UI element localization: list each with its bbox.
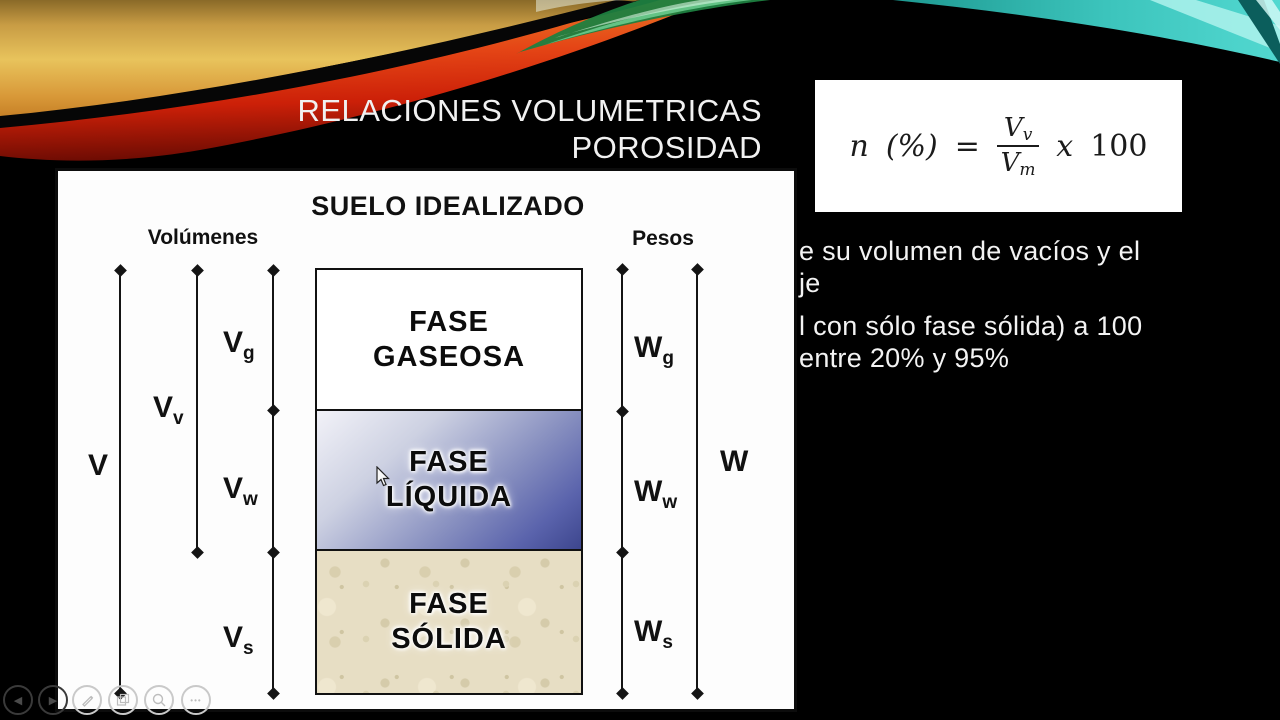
formula-equals: = <box>954 128 980 164</box>
phase-weights-line <box>621 269 623 693</box>
liquid-phase-box: FASE LÍQUIDA <box>317 409 581 549</box>
gas-phase-box: FASE GASEOSA <box>372 305 526 373</box>
line-end-marker <box>616 263 629 276</box>
formula-variable: n <box>849 128 869 164</box>
total-weight-line <box>696 269 698 693</box>
previous-slide-button[interactable] <box>3 685 33 715</box>
pen-tool-button[interactable] <box>72 685 102 715</box>
line-end-marker <box>691 687 704 700</box>
phase-stack <box>315 268 583 695</box>
slide-title <box>240 92 762 166</box>
formula-denominator: $V_m$ <box>1000 148 1036 180</box>
soil-phase-diagram <box>55 168 797 712</box>
show-slides-button[interactable] <box>108 685 138 715</box>
line-end-marker <box>616 546 629 559</box>
next-arrow-icon: ▶ <box>48 694 58 707</box>
label-gas-weight: $W_g$ <box>634 331 674 369</box>
line-end-marker <box>267 687 280 700</box>
volumes-header: Volúmenes <box>147 226 259 249</box>
zoom-button[interactable] <box>144 685 174 715</box>
line-end-marker <box>616 405 629 418</box>
label-voids-volume: $V_v$ <box>153 391 184 429</box>
previous-arrow-icon: ◀ <box>13 694 23 707</box>
label-water-volume: $V_w$ <box>223 472 258 510</box>
weights-header: Pesos <box>632 227 694 250</box>
body-text-fragment-2: je <box>799 268 821 298</box>
slides-icon <box>115 692 131 708</box>
mouse-cursor-icon <box>376 466 390 487</box>
body-text-fragment-3: l con sólo fase sólida) a 100 <box>799 311 1143 341</box>
formula-multiply: x <box>1056 128 1074 164</box>
label-total-volume: V <box>88 449 109 482</box>
diagram-title: SUELO IDEALIZADO <box>311 191 585 221</box>
formula-fraction <box>997 112 1039 180</box>
phase-volumes-line <box>272 270 274 693</box>
line-end-marker <box>191 264 204 277</box>
formula-percent: (%) <box>885 128 938 164</box>
body-text-fragment-1: e su volumen de vacíos y el <box>799 236 1141 266</box>
line-end-marker <box>691 263 704 276</box>
pen-icon <box>79 692 95 708</box>
formula-numerator: $V_v$ <box>997 115 1039 147</box>
total-volume-line <box>119 270 121 693</box>
body-text-fragment-4: entre 20% y 95% <box>799 343 1010 373</box>
line-end-marker <box>191 546 204 559</box>
line-end-marker <box>616 687 629 700</box>
slide-title-line2: POROSIDAD <box>571 130 762 165</box>
line-end-marker <box>267 404 280 417</box>
label-solids-volume: $V_s$ <box>223 621 254 659</box>
ellipsis-icon: ••• <box>190 695 202 705</box>
line-end-marker <box>267 264 280 277</box>
formula-factor: 100 <box>1090 128 1148 164</box>
solid-phase-box: FASE SÓLIDA <box>317 549 581 693</box>
label-water-weight: $W_w$ <box>634 475 678 513</box>
more-options-button[interactable] <box>181 685 211 715</box>
slide-title-line1: RELACIONES VOLUMETRICAS <box>297 93 762 128</box>
line-end-marker <box>267 546 280 559</box>
label-gas-volume: $V_g$ <box>223 326 255 364</box>
porosity-formula-card <box>815 80 1182 212</box>
voids-volume-line <box>196 270 198 552</box>
next-slide-button[interactable] <box>38 685 68 715</box>
magnifier-icon <box>151 692 167 708</box>
label-total-weight: W <box>720 445 749 478</box>
label-solids-weight: $W_s$ <box>634 615 673 653</box>
line-end-marker <box>114 264 127 277</box>
